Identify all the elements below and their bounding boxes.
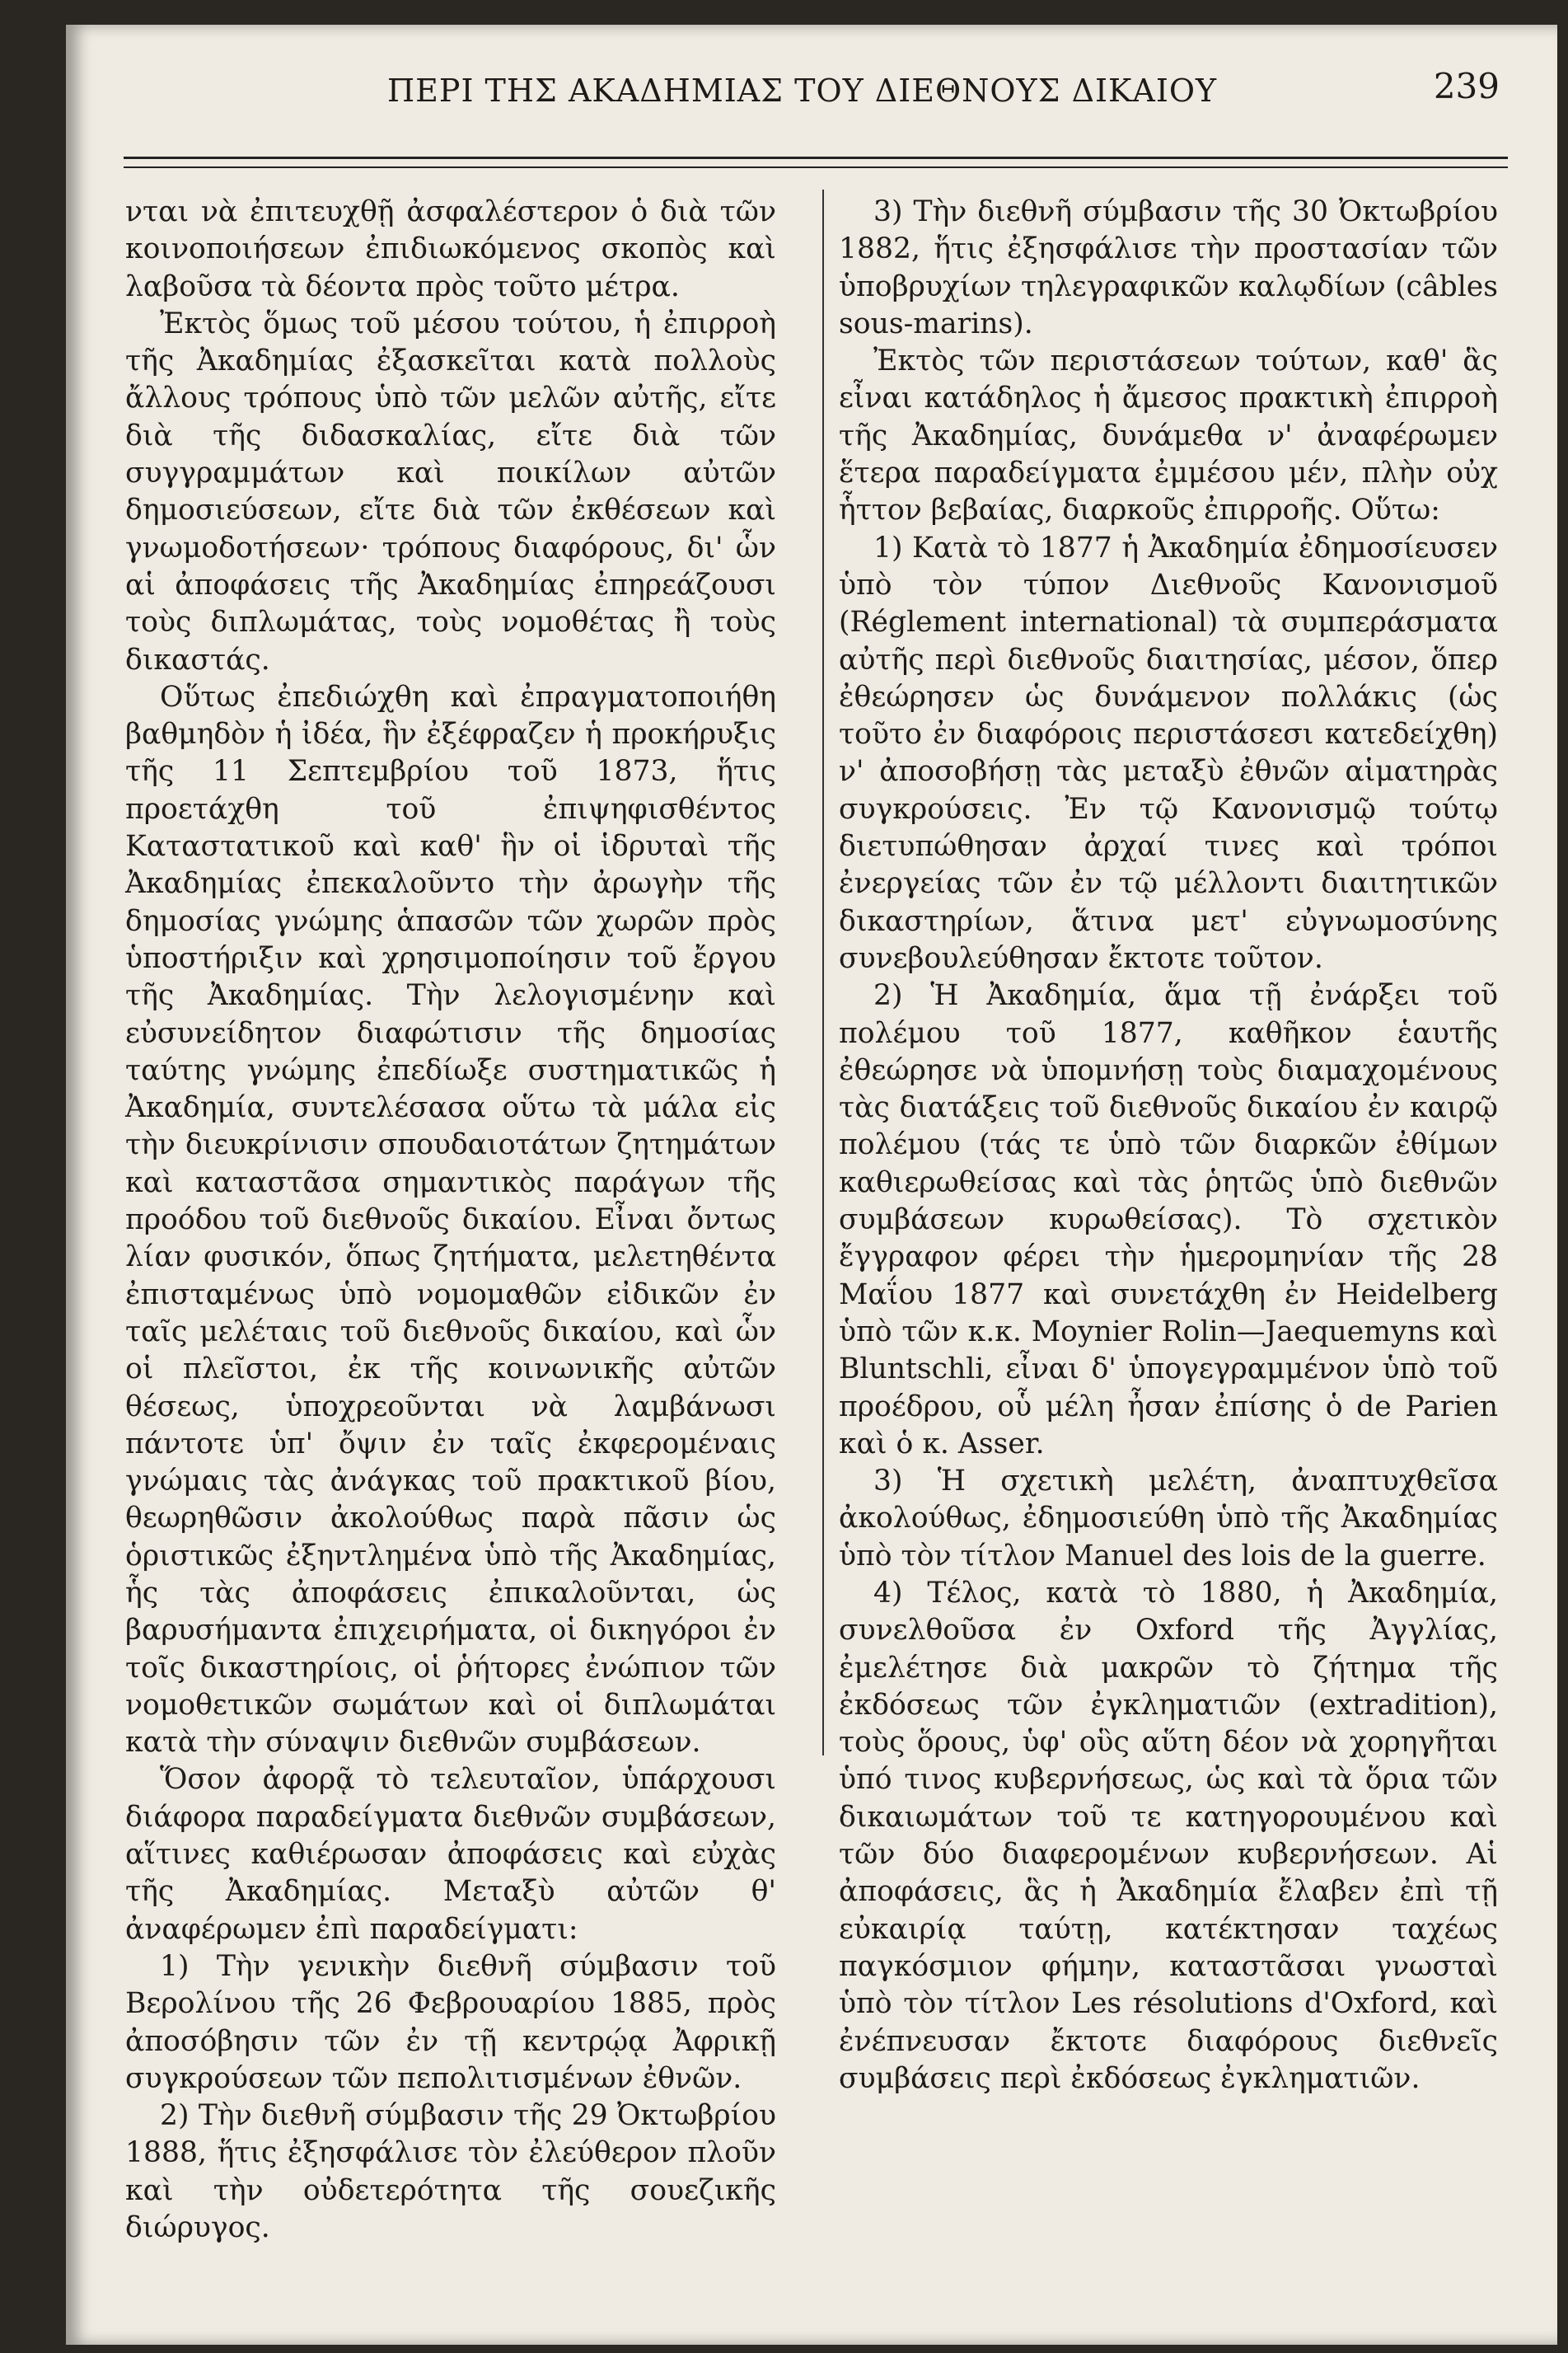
page-number: 239: [1433, 66, 1500, 106]
paragraph: Ὅσον ἀφορᾷ τὸ τελευταῖον, ὑπάρχουσι διάφορα παραδείγματα διεθνῶν συμβάσεων, αἵτινες καθιέρωσαν ἀποφάσεις καὶ εὐχὰς τῆς Ἀκαδημίας. Μεταξὺ αὐτῶν θ' ἀναφέρωμεν ἐπὶ παραδείγματι:: [125, 1763, 776, 1946]
list-item: 2) Τὴν διεθνῆ σύμβασιν τῆς 29 Ὀκτωβρίου 1888, ἥτις ἐξησφάλισε τὸν ἐλεύθερον πλοῦν καὶ τὴν οὐδετερότητα τῆς σουεζικῆς διώρυγος.: [125, 2099, 776, 2245]
page-header: [66, 66, 1557, 124]
header-rule-bottom: [124, 166, 1508, 168]
list-item: 3) Τὴν διεθνῆ σύμβασιν τῆς 30 Ὀκτωβρίου 1882, ἥτις ἐξησφάλισε τὴν προστασίαν τῶν ὑποβρυχίων τηλεγραφικῶν καλῳδίων (câbles sous-marins).: [839, 195, 1498, 340]
running-title: ΠΕΡΙ ΤΗΣ ΑΚΑΔΗΜΙΑΣ ΤΟΥ ΔΙΕΘΝΟΥΣ ΔΙΚΑΙΟΥ: [387, 73, 1218, 109]
list-item: 1) Κατὰ τὸ 1877 ἡ Ἀκαδημία ἐδημοσίευσεν ὑπὸ τὸν τύπον Διεθνοῦς Κανονισμοῦ (Réglement international) τὰ συμπεράσματα αὐτῆς περὶ διεθνοῦς διαιτησίας, μέσον, ὅπερ ἐθεώρησεν ὡς δυνάμενον πολλάκις (ὡς τοῦτο ἐν διαφόροις περιστάσεσι κατεδείχθη) ν' ἀποσοβήσῃ τὰς μεταξὺ ἐθνῶν αἱματηρὰς συγκρούσεις. Ἐν τῷ Κανονισμῷ τούτῳ διετυπώθησαν ἀρχαί τινες καὶ τρόποι ἐνεργείας τῶν ἐν τῷ μέλλοντι διαιτητικῶν δικαστηρίων, ἅτινα μετ' εὐγνωμοσύνης συνεβουλεύθησαν ἔκτοτε τοῦτον.: [839, 531, 1498, 975]
paragraph: νται νὰ ἐπιτευχθῇ ἀσφαλέστερον ὁ διὰ τῶν κοινοποιήσεων ἐπιδιωκόμενος σκοπὸς καὶ λαβοῦσα τὰ δέοντα πρὸς τοῦτο μέτρα.: [125, 195, 776, 303]
list-item: 2) Ἡ Ἀκαδημία, ἅμα τῇ ἐνάρξει τοῦ πολέμου τοῦ 1877, καθῆκον ἑαυτῆς ἐθεώρησε νὰ ὑπομνήσῃ τοὺς διαμαχομένους τὰς διατάξεις τοῦ διεθνοῦς δικαίου ἐν καιρῷ πολέμου (τάς τε ὑπὸ τῶν διαρκῶν ἐθίμων καθιερωθείσας καὶ τὰς ῥητῶς ὑπὸ διεθνῶν συμβάσεων κυρωθείσας). Τὸ σχετικὸν ἔγγραφον φέρει τὴν ἡμερομηνίαν τῆς 28 Μαΐου 1877 καὶ συνετάχθη ἐν Heidelberg ὑπὸ τῶν κ.κ. Moynier Rolin—Jaequemyns καὶ Bluntschli, εἶναι δ' ὑπογεγραμμένον ὑπὸ τοῦ προέδρου, οὗ μέλη ἦσαν ἐπίσης ὁ de Parien καὶ ὁ κ. Asser.: [839, 979, 1498, 1460]
right-column: [839, 194, 1498, 2098]
left-column: [125, 194, 776, 2247]
list-item: 1) Τὴν γενικὴν διεθνῆ σύμβασιν τοῦ Βερολίνου τῆς 26 Φεβρουαρίου 1885, πρὸς ἀποσόβησιν τῶν ἐν τῇ κεντρῴᾳ Ἀφρικῇ συγκρούσεων τῶν πεπολιτισμένων ἐθνῶν.: [125, 1949, 776, 2095]
paragraph: Ἐκτὸς τῶν περιστάσεων τούτων, καθ' ἃς εἶναι κατάδηλος ἡ ἄμεσος πρακτικὴ ἐπιρροὴ τῆς Ἀκαδημίας, δυνάμεθα ν' ἀναφέρωμεν ἕτερα παραδείγματα ἐμμέσου μέν, πλὴν οὐχ ἧττον βεβαίας, διαρκοῦς ἐπιρροῆς. Οὕτω:: [839, 345, 1498, 527]
column-divider: [822, 190, 824, 1755]
paragraph: Ἐκτὸς ὅμως τοῦ μέσου τούτου, ἡ ἐπιρροὴ τῆς Ἀκαδημίας ἐξασκεῖται κατὰ πολλοὺς ἄλλους τρόπους ὑπὸ τῶν μελῶν αὐτῆς, εἴτε διὰ τῆς διδασκαλίας, εἴτε διὰ τῶν συγγραμμάτων καὶ ποικίλων αὐτῶν δημοσιεύσεων, εἴτε διὰ τῶν ἐκθέσεων καὶ γνωμοδοτήσεων· τρόπους διαφόρους, δι' ὧν αἱ ἀποφάσεις τῆς Ἀκαδημίας ἐπηρεάζουσι τοὺς διπλωμάτας, τοὺς νομοθέτας ἢ τοὺς δικαστάς.: [125, 307, 776, 677]
list-item: 4) Τέλος, κατὰ τὸ 1880, ἡ Ἀκαδημία, συνελθοῦσα ἐν Oxford τῆς Ἀγγλίας, ἐμελέτησε διὰ μακρῶν τὸ ζήτημα τῆς ἐκδόσεως τῶν ἐγκληματιῶν (extradition), τοὺς ὅρους, ὑφ' οὓς αὕτη δέον νὰ χορηγῆται ὑπό τινος κυβερνήσεως, ὡς καὶ τὰ ὅρια τῶν δικαιωμάτων τοῦ τε κατηγορουμένου καὶ τῶν δύο διαφερομένων κυβερνήσεων. Αἱ ἀποφάσεις, ἃς ἡ Ἀκαδημία ἔλαβεν ἐπὶ τῇ εὐκαιρίᾳ ταύτῃ, κατέκτησαν ταχέως παγκόσμιον φήμην, καταστᾶσαι γνωσταὶ ὑπὸ τὸν τίτλον Les résolutions d'Oxford, καὶ ἐνέπνευσαν ἔκτοτε διαφόρους διεθνεῖς συμβάσεις περὶ ἐκδόσεως ἐγκληματιῶν.: [839, 1576, 1498, 2095]
book-page: [66, 25, 1557, 2345]
header-rule-top: [124, 157, 1508, 159]
paragraph: Οὕτως ἐπεδιώχθη καὶ ἐπραγματοποιήθη βαθμηδὸν ἡ ἰδέα, ἣν ἐξέφραζεν ἡ προκήρυξις τῆς 11 Σεπτεμβρίου τοῦ 1873, ἥτις προετάχθη τοῦ ἐπιψηφισθέντος Καταστατικοῦ καὶ καθ' ἣν οἱ ἱδρυταὶ τῆς Ἀκαδημίας ἐπεκαλοῦντο τὴν ἀρωγὴν τῆς δημοσίας γνώμης ἁπασῶν τῶν χωρῶν πρὸς ὑποστήριξιν καὶ χρησιμοποίησιν τοῦ ἔργου τῆς Ἀκαδημίας. Τὴν λελογισμένην καὶ εὐσυνείδητον διαφώτισιν τῆς δημοσίας ταύτης γνώμης ἐπεδίωξε συστηματικῶς ἡ Ἀκαδημία, συντελέσασα οὕτω τὰ μάλα εἰς τὴν διευκρίνισιν σπουδαιοτάτων ζητημάτων καὶ καταστᾶσα σημαντικὸς παράγων τῆς προόδου τοῦ διεθνοῦς δικαίου. Εἶναι ὄντως λίαν φυσικόν, ὅπως ζητήματα, μελετηθέντα ἐπισταμένως ὑπὸ νομομαθῶν εἰδικῶν ἐν ταῖς μελέταις τοῦ διεθνοῦς δικαίου, καὶ ὧν οἱ πλεῖστοι, ἐκ τῆς κοινωνικῆς αὐτῶν θέσεως, ὑποχρεοῦνται νὰ λαμβάνωσι πάντοτε ὑπ' ὄψιν ἐν ταῖς ἐκφερομέναις γνώμαις τὰς ἀνάγκας τοῦ πρακτικοῦ βίου, θεωρηθῶσιν ἀκολούθως παρὰ πᾶσιν ὡς ὁριστικῶς ἐξηντλημένα ὑπὸ τῆς Ἀκαδημίας, ἧς τὰς ἀποφάσεις ἐπικαλοῦνται, ὡς βαρυσήμαντα ἐπιχειρήματα, οἱ δικηγόροι ἐν τοῖς δικαστηρίοις, οἱ ῥήτορες ἐνώπιον τῶν νομοθετικῶν σωμάτων καὶ οἱ διπλωμάται κατὰ τὴν σύναψιν διεθνῶν συμβάσεων.: [125, 680, 776, 1760]
list-item: 3) Ἡ σχετικὴ μελέτη, ἀναπτυχθεῖσα ἀκολούθως, ἐδημοσιεύθη ὑπὸ τῆς Ἀκαδημίας ὑπὸ τὸν τίτλον Manuel des lois de la guerre.: [839, 1465, 1498, 1573]
